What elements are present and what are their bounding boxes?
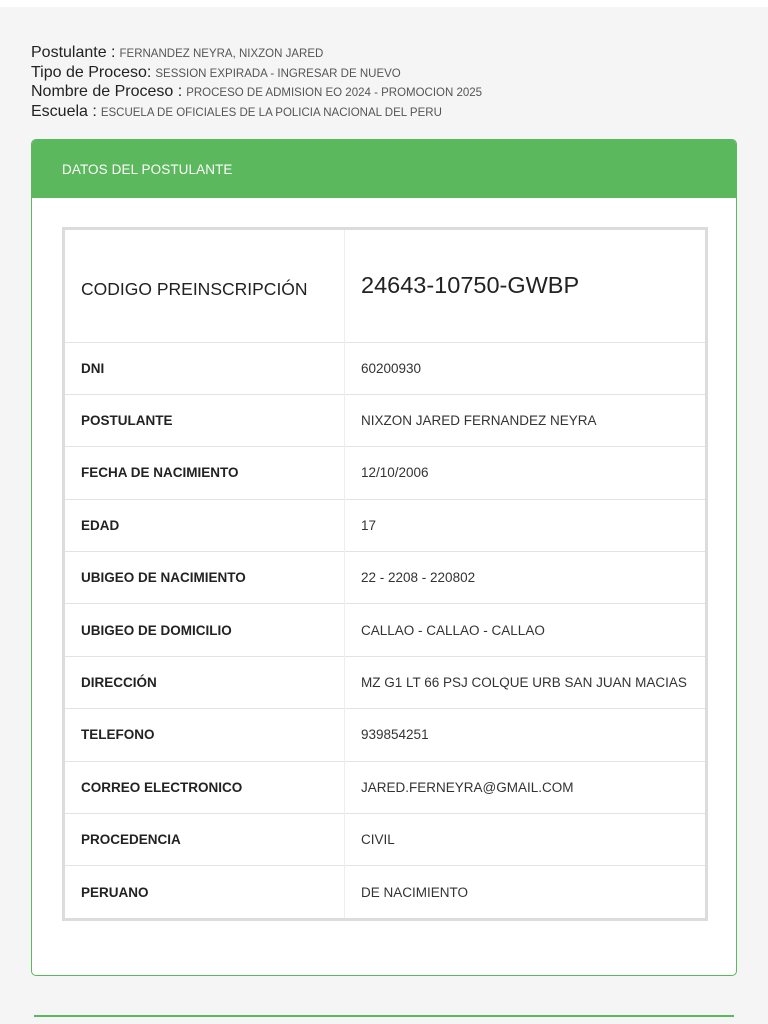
table-row-codigo bbox=[65, 230, 705, 342]
row-value: NIXZON JARED FERNANDEZ NEYRA bbox=[345, 394, 706, 446]
table-row bbox=[65, 761, 705, 813]
applicant-table-wrapper bbox=[62, 227, 708, 921]
nombre-proceso-value: PROCESO DE ADMISION EO 2024 - PROMOCION 2025 bbox=[186, 87, 483, 99]
row-label: CORREO ELECTRONICO bbox=[65, 761, 345, 813]
row-label: UBIGEO DE NACIMIENTO bbox=[65, 552, 345, 604]
applicant-table bbox=[65, 230, 705, 918]
escuela-line bbox=[31, 103, 482, 123]
postulante-label: Postulante : bbox=[31, 44, 116, 61]
tipo-proceso-value: SESSION EXPIRADA - INGRESAR DE NUEVO bbox=[155, 67, 401, 80]
row-value: CIVIL bbox=[345, 814, 706, 866]
row-value: 939854251 bbox=[345, 709, 706, 761]
row-value: MZ G1 LT 66 PSJ COLQUE URB SAN JUAN MACIAS bbox=[345, 656, 706, 708]
row-label: POSTULANTE bbox=[65, 394, 345, 446]
table-row bbox=[65, 866, 705, 918]
codigo-value: 24643-10750-GWBP bbox=[361, 272, 580, 299]
row-value: CALLAO - CALLAO - CALLAO bbox=[345, 604, 706, 656]
nombre-proceso-label: Nombre de Proceso : bbox=[31, 83, 183, 100]
escuela-value: ESCUELA DE OFICIALES DE LA POLICIA NACIONAL DEL PERU bbox=[100, 106, 442, 119]
applicant-summary bbox=[31, 44, 482, 122]
row-value: 60200930 bbox=[345, 342, 706, 394]
postulante-line bbox=[31, 44, 482, 64]
row-value: JARED.FERNEYRA@GMAIL.COM bbox=[345, 761, 706, 813]
table-row bbox=[65, 499, 705, 551]
row-value: DE NACIMIENTO bbox=[345, 866, 706, 918]
card-title: DATOS DEL POSTULANTE bbox=[62, 161, 233, 177]
row-label: DIRECCIÓN bbox=[65, 656, 345, 708]
row-value: 12/10/2006 bbox=[345, 447, 706, 499]
row-label: UBIGEO DE DOMICILIO bbox=[65, 604, 345, 656]
row-label: FECHA DE NACIMIENTO bbox=[65, 447, 345, 499]
row-label: EDAD bbox=[65, 499, 345, 551]
row-value: 22 - 2208 - 220802 bbox=[345, 552, 706, 604]
postulante-value: FERNANDEZ NEYRA, NIXZON JARED bbox=[119, 48, 324, 60]
table-row bbox=[65, 814, 705, 866]
nombre-proceso-line bbox=[31, 83, 482, 103]
row-label: TELEFONO bbox=[65, 709, 345, 761]
row-label: PERUANO bbox=[65, 866, 345, 918]
table-row bbox=[65, 342, 705, 394]
table-row bbox=[65, 709, 705, 761]
next-card-top-border bbox=[34, 1015, 734, 1017]
table-row bbox=[65, 394, 705, 446]
tipo-proceso-line bbox=[31, 64, 482, 84]
table-row bbox=[65, 656, 705, 708]
row-value: 17 bbox=[345, 499, 706, 551]
row-label: DNI bbox=[65, 342, 345, 394]
table-row bbox=[65, 552, 705, 604]
card-header bbox=[32, 140, 736, 198]
codigo-label: CODIGO PREINSCRIPCIÓN bbox=[65, 230, 345, 342]
tipo-proceso-label: Tipo de Proceso: bbox=[31, 63, 152, 81]
applicant-data-card bbox=[31, 139, 737, 976]
table-row bbox=[65, 604, 705, 656]
escuela-label: Escuela : bbox=[31, 102, 97, 120]
row-label: PROCEDENCIA bbox=[65, 814, 345, 866]
table-row bbox=[65, 447, 705, 499]
top-strip bbox=[0, 0, 768, 7]
